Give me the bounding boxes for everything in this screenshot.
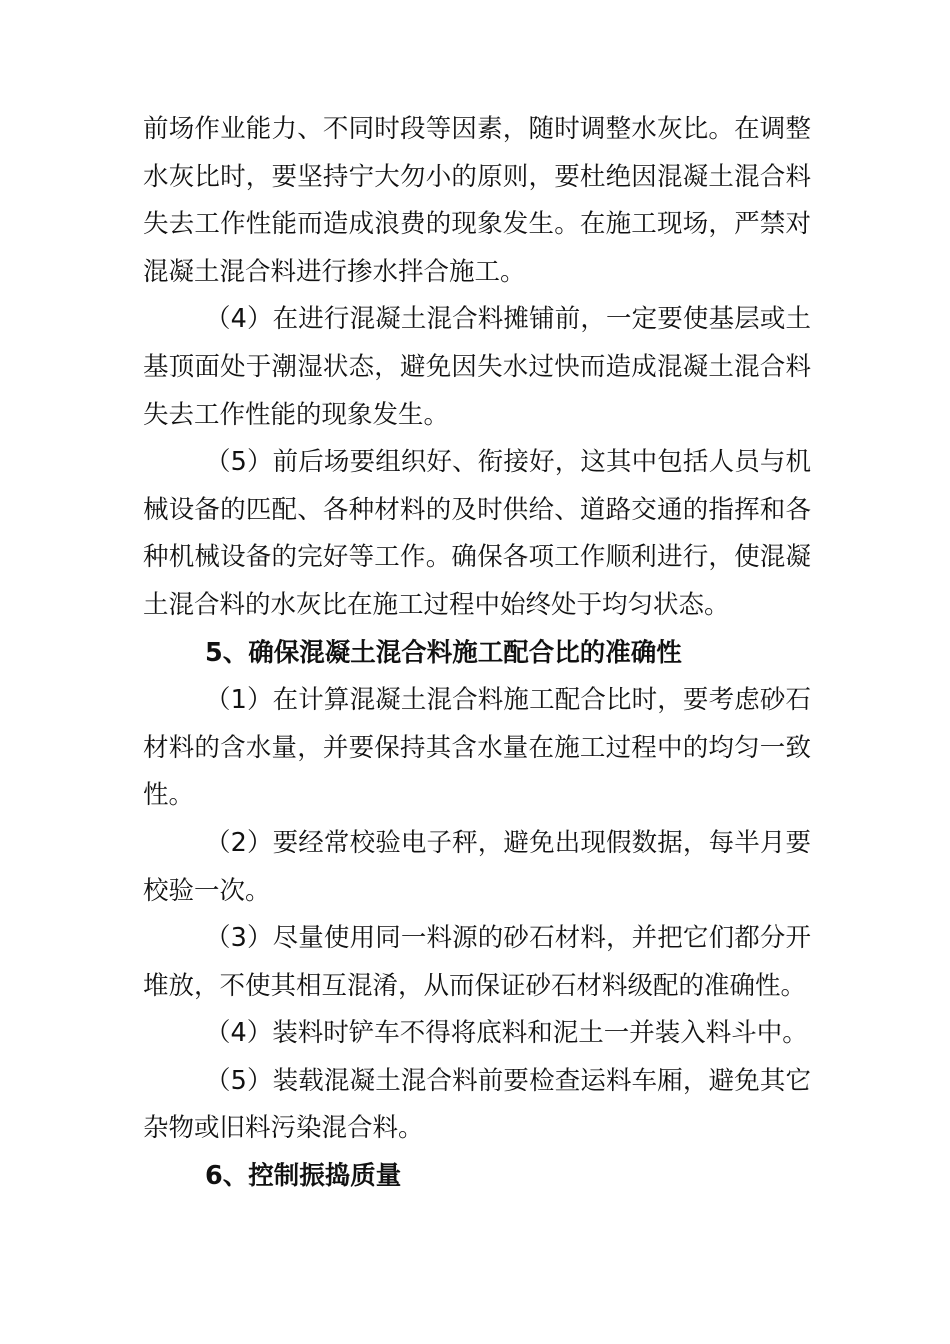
paragraph-water-cement-ratio: 前场作业能力、不同时段等因素，随时调整水灰比。在调整水灰比时，要坚持宁大勿小的原则，要杜绝因混凝土混合料失去工作性能而造成浪费的现象发生。在施工现场，严禁对混凝土混合料进行掺水拌合施工。 xyxy=(143,114,811,287)
paragraph-item-4-moist-base: （4）在进行混凝土混合料摊铺前，一定要使基层或土基顶面处于潮湿状态，避免因失水过快而造成混凝土混合料失去工作性能的现象发生。 xyxy=(143,304,811,430)
paragraph-item-4-loading: （4）装料时铲车不得将底料和泥土一并装入料斗中。 xyxy=(205,1018,808,1049)
paragraph-item-5-truck-check: （5）装载混凝土混合料前要检查运料车厢，避免其它杂物或旧料污染混合料。 xyxy=(143,1065,811,1144)
paragraph-item-1-moisture: （1）在计算混凝土混合料施工配合比时，要考虑砂石材料的含水量，并要保持其含水量在施工过程中的均匀一致性。 xyxy=(143,685,811,811)
paragraph-item-2-scale-calibration: （2）要经常校验电子秤，避免出现假数据，每半月要校验一次。 xyxy=(143,827,811,906)
paragraph-item-3-material-source: （3）尽量使用同一料源的砂石材料，并把它们都分开堆放，不使其相互混淆，从而保证砂石材料级配的准确性。 xyxy=(143,923,811,1001)
paragraph-item-5-coordination: （5）前后场要组织好、衔接好，这其中包括人员与机械设备的匹配、各种材料的及时供给、道路交通的指挥和各种机械设备的完好等工作。确保各项工作顺利进行，使混凝土混合料的水灰比在施工过程中始终处于均匀状态。 xyxy=(143,447,811,620)
document-page xyxy=(143,106,811,1201)
section-heading-6: 6、控制振捣质量 xyxy=(205,1161,402,1192)
section-heading-5: 5、确保混凝土混合料施工配合比的准确性 xyxy=(205,637,682,668)
